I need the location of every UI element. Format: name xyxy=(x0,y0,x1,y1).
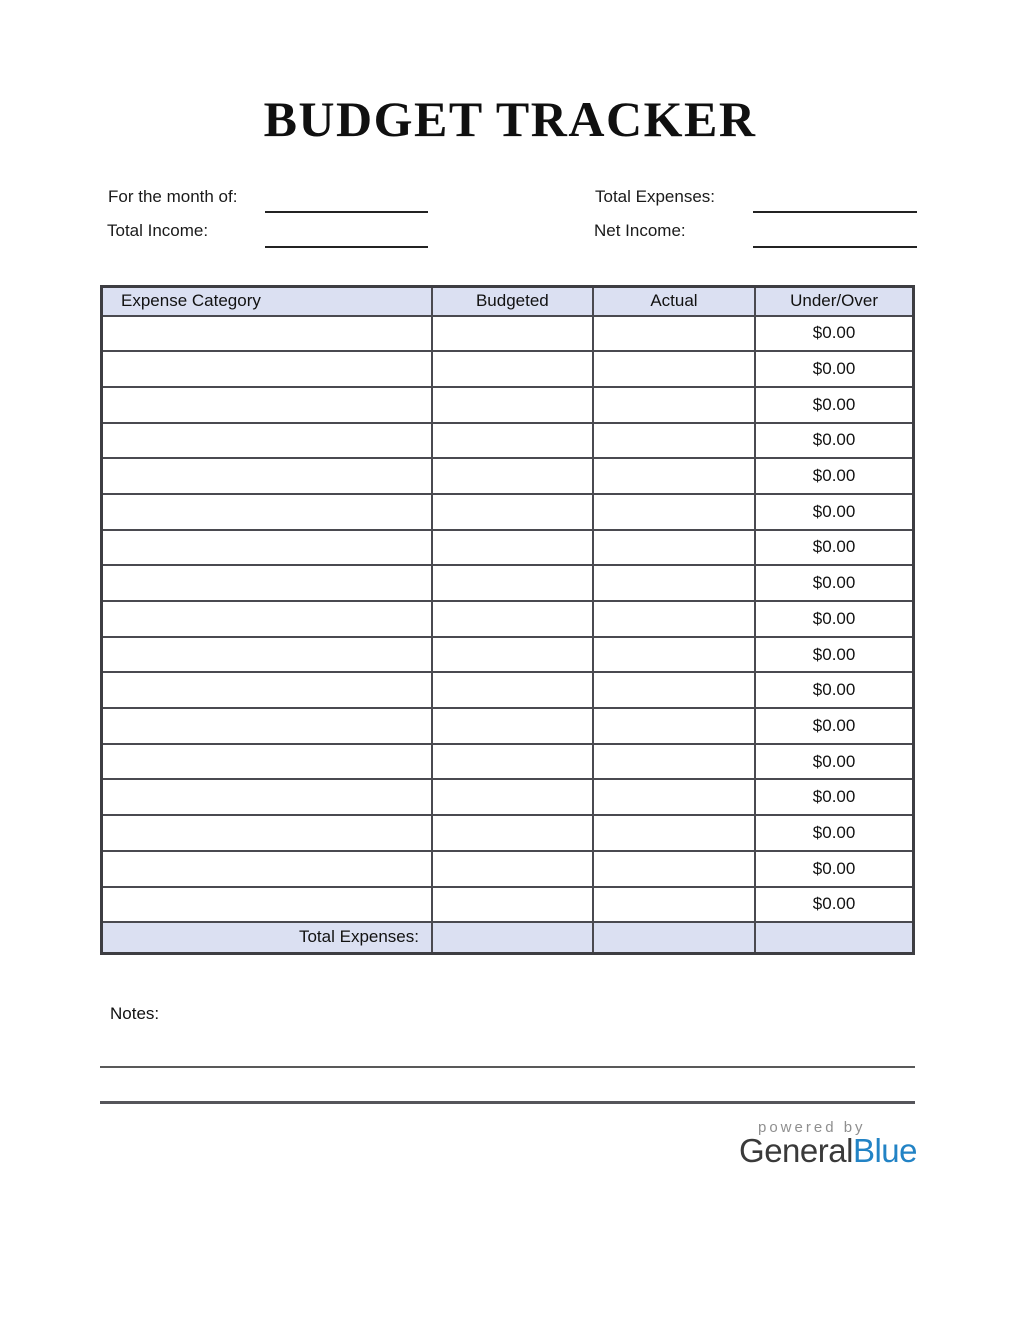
cell-actual xyxy=(593,815,755,851)
total-row xyxy=(102,922,914,953)
notes-line xyxy=(100,1066,915,1068)
table-row xyxy=(102,887,914,923)
header-expense-category: Expense Category xyxy=(102,287,432,316)
cell-under-over: $0.00 xyxy=(755,387,913,423)
table-row xyxy=(102,565,914,601)
cell-category xyxy=(102,565,432,601)
table-row xyxy=(102,601,914,637)
cell-category xyxy=(102,316,432,352)
table-row xyxy=(102,530,914,566)
cell-under-over: $0.00 xyxy=(755,351,913,387)
cell-category xyxy=(102,887,432,923)
notes-label: Notes: xyxy=(110,1004,160,1023)
cell-actual xyxy=(593,779,755,815)
cell-category xyxy=(102,779,432,815)
cell-under-over: $0.00 xyxy=(755,815,913,851)
header-under-over: Under/Over xyxy=(755,287,913,316)
cell-under-over: $0.00 xyxy=(755,458,913,494)
total-income-label: Total Income: xyxy=(107,221,209,240)
total-expenses-row-label: Total Expenses: xyxy=(102,922,432,953)
cell-actual xyxy=(593,744,755,780)
powered-by-text: powered by xyxy=(758,1119,866,1136)
cell-under-over: $0.00 xyxy=(755,316,913,352)
table-row xyxy=(102,815,914,851)
expense-table-header xyxy=(102,287,914,316)
cell-under-over: $0.00 xyxy=(755,672,913,708)
cell-actual xyxy=(593,494,755,530)
table-row xyxy=(102,458,914,494)
cell-actual xyxy=(593,887,755,923)
expense-table-body xyxy=(102,316,914,923)
net-income-fill-line xyxy=(753,246,917,248)
cell-actual xyxy=(593,387,755,423)
cell-category xyxy=(102,744,432,780)
total-income-fill-line xyxy=(265,246,428,248)
cell-under-over: $0.00 xyxy=(755,494,913,530)
net-income-label: Net Income: xyxy=(594,221,686,240)
cell-budgeted xyxy=(432,530,593,566)
table-row xyxy=(102,351,914,387)
table-row xyxy=(102,387,914,423)
header-row xyxy=(102,287,914,316)
cell-category xyxy=(102,494,432,530)
total-under-over-cell xyxy=(755,922,913,953)
cell-under-over: $0.00 xyxy=(755,601,913,637)
table-row xyxy=(102,708,914,744)
cell-budgeted xyxy=(432,708,593,744)
cell-budgeted xyxy=(432,637,593,673)
cell-budgeted xyxy=(432,494,593,530)
notes-line xyxy=(100,1101,915,1104)
cell-under-over: $0.00 xyxy=(755,708,913,744)
table-row xyxy=(102,672,914,708)
cell-under-over: $0.00 xyxy=(755,779,913,815)
cell-budgeted xyxy=(432,672,593,708)
cell-under-over: $0.00 xyxy=(755,887,913,923)
cell-under-over: $0.00 xyxy=(755,744,913,780)
total-expenses-fill-line xyxy=(753,211,917,213)
month-fill-line xyxy=(265,211,428,213)
cell-budgeted xyxy=(432,316,593,352)
total-actual-cell xyxy=(593,922,755,953)
cell-budgeted xyxy=(432,779,593,815)
table-row xyxy=(102,744,914,780)
table-row xyxy=(102,779,914,815)
cell-budgeted xyxy=(432,387,593,423)
page-title: BUDGET TRACKER xyxy=(263,91,757,147)
general-blue-logo xyxy=(739,1132,917,1170)
cell-under-over: $0.00 xyxy=(755,851,913,887)
cell-under-over: $0.00 xyxy=(755,637,913,673)
cell-category xyxy=(102,423,432,459)
cell-budgeted xyxy=(432,601,593,637)
cell-category xyxy=(102,637,432,673)
table-row xyxy=(102,494,914,530)
cell-actual xyxy=(593,565,755,601)
cell-budgeted xyxy=(432,423,593,459)
cell-budgeted xyxy=(432,887,593,923)
cell-category xyxy=(102,351,432,387)
total-budgeted-cell xyxy=(432,922,593,953)
header-actual: Actual xyxy=(593,287,755,316)
expense-table xyxy=(100,285,915,955)
table-row xyxy=(102,637,914,673)
cell-actual xyxy=(593,637,755,673)
cell-actual xyxy=(593,851,755,887)
cell-category xyxy=(102,387,432,423)
brand-name-blue: Blue xyxy=(852,1132,917,1169)
cell-budgeted xyxy=(432,458,593,494)
cell-actual xyxy=(593,351,755,387)
cell-actual xyxy=(593,458,755,494)
cell-category xyxy=(102,458,432,494)
table-row xyxy=(102,423,914,459)
cell-under-over: $0.00 xyxy=(755,565,913,601)
cell-actual xyxy=(593,530,755,566)
cell-category xyxy=(102,815,432,851)
cell-budgeted xyxy=(432,565,593,601)
cell-actual xyxy=(593,423,755,459)
cell-category xyxy=(102,601,432,637)
cell-actual xyxy=(593,601,755,637)
expense-table-footer xyxy=(102,922,914,953)
cell-actual xyxy=(593,672,755,708)
cell-budgeted xyxy=(432,815,593,851)
cell-actual xyxy=(593,708,755,744)
cell-under-over: $0.00 xyxy=(755,423,913,459)
cell-category xyxy=(102,851,432,887)
month-label: For the month of: xyxy=(108,187,238,206)
total-expenses-label: Total Expenses: xyxy=(595,187,716,206)
table-row xyxy=(102,851,914,887)
cell-under-over: $0.00 xyxy=(755,530,913,566)
header-budgeted: Budgeted xyxy=(432,287,593,316)
cell-budgeted xyxy=(432,351,593,387)
cell-category xyxy=(102,530,432,566)
cell-actual xyxy=(593,316,755,352)
cell-budgeted xyxy=(432,744,593,780)
cell-budgeted xyxy=(432,851,593,887)
brand-name-general: General xyxy=(739,1132,853,1169)
cell-category xyxy=(102,672,432,708)
table-row xyxy=(102,316,914,352)
cell-category xyxy=(102,708,432,744)
